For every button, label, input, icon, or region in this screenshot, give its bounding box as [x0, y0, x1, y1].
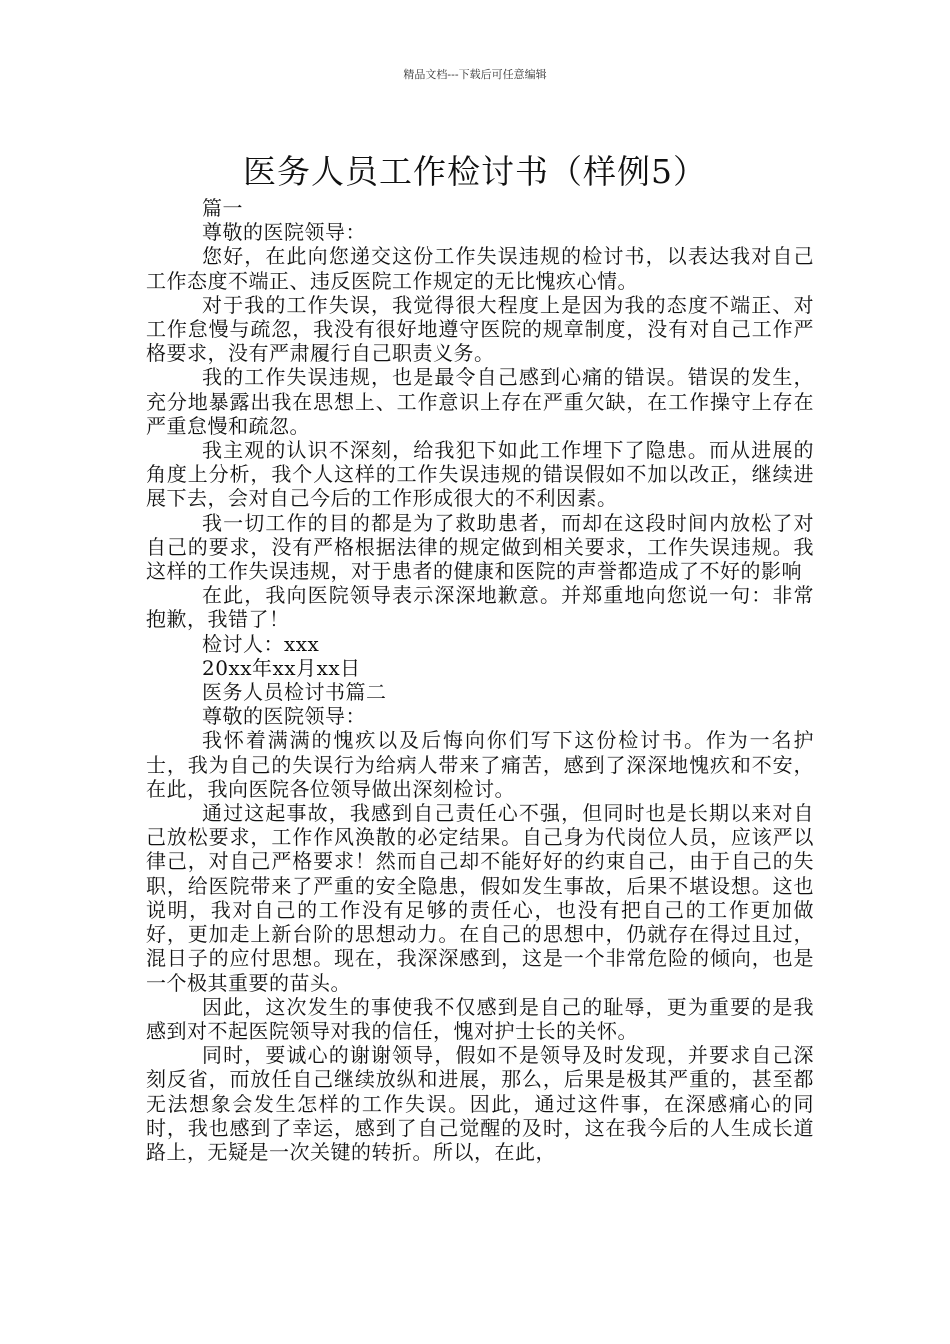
body-paragraph: 您好，在此向您递交这份工作失误违规的检讨书，以表达我对自己工作态度不端正、违反医院工作规定的无比愧疚心情。 [146, 244, 814, 293]
body-paragraph: 同时，要诚心的谢谢领导，假如不是领导及时发现，并要求自己深刻反省，而放任自己继续放纵和进展，那么，后果是极其严重的，甚至都无法想象会发生怎样的工作失误。因此，通过这件事，在深感痛心的同时，我也感到了幸运，感到了自己觉醒的及时，这在我今后的人生成长道路上，无疑是一次关键的转折。所以，在此， [146, 1043, 814, 1164]
section-heading-2: 医务人员检讨书篇二 [202, 680, 387, 705]
signature-line: 检讨人：xxx [202, 631, 320, 656]
date-line: 20xx年xx月xx日 [202, 655, 361, 680]
body-paragraph: 在此，我向医院领导表示深深地歉意。并郑重地向您说一句：非常抱歉，我错了！ [146, 583, 814, 632]
body-paragraph: 我主观的认识不深刻，给我犯下如此工作埋下了隐患。而从进展的角度上分析，我个人这样的工作失误违规的错误假如不加以改正，继续进展下去，会对自己今后的工作形成很大的不利因素。 [146, 438, 814, 511]
document-body [146, 196, 814, 1164]
page-header-note: 精品文档---下载后可任意编辑 [403, 68, 547, 81]
body-paragraph: 通过这起事故，我感到自己责任心不强，但同时也是长期以来对自己放松要求，工作作风涣散的必定结果。自己身为代岗位人员，应该严以律己，对自己严格要求！然而自己却不能好好的约束自己，由于自己的失职，给医院带来了严重的安全隐患，假如发生事故，后果不堪设想。这也说明，我对自己的工作没有足够的责任心，也没有把自己的工作更加做好，更加走上新台阶的思想动力。在自己的思想中，仍就存在得过且过，混日子的应付思想。现在，我深深感到，这是一个非常危险的倾向，也是一个极其重要的苗头。 [146, 801, 814, 995]
section-heading-1: 篇一 [202, 196, 243, 220]
body-paragraph: 对于我的工作失误，我觉得很大程度上是因为我的态度不端正、对工作怠慢与疏忽，我没有很好地遵守医院的规章制度，没有对自己工作严格要求，没有严肃履行自己职责义务。 [146, 292, 814, 366]
body-paragraph: 我怀着满满的愧疚以及后悔向你们写下这份检讨书。作为一名护士，我为自己的失误行为给病人带来了痛苦，感到了深深地愧疚和不安，在此，我向医院各位领导做出深刻检讨。 [146, 728, 814, 801]
body-paragraph: 我的工作失误违规，也是最令自己感到心痛的错误。错误的发生，充分地暴露出我在思想上、工作意识上存在严重欠缺，在工作操守上存在严重怠慢和疏忽。 [146, 365, 814, 438]
document-title: 医务人员工作检讨书（样例5） [243, 152, 707, 192]
body-paragraph: 我一切工作的目的都是为了救助患者，而却在这段时间内放松了对自己的要求，没有严格根据法律的规定做到相关要求，工作失误违规。我这样的工作失误违规，对于患者的健康和医院的声誉都造成了不好的影响 [146, 510, 814, 584]
body-paragraph: 因此，这次发生的事使我不仅感到是自己的耻辱，更为重要的是我感到对不起医院领导对我的信任，愧对护士长的关怀。 [146, 994, 814, 1043]
salutation: 尊敬的医院领导： [202, 220, 366, 245]
salutation: 尊敬的医院领导： [202, 704, 366, 729]
